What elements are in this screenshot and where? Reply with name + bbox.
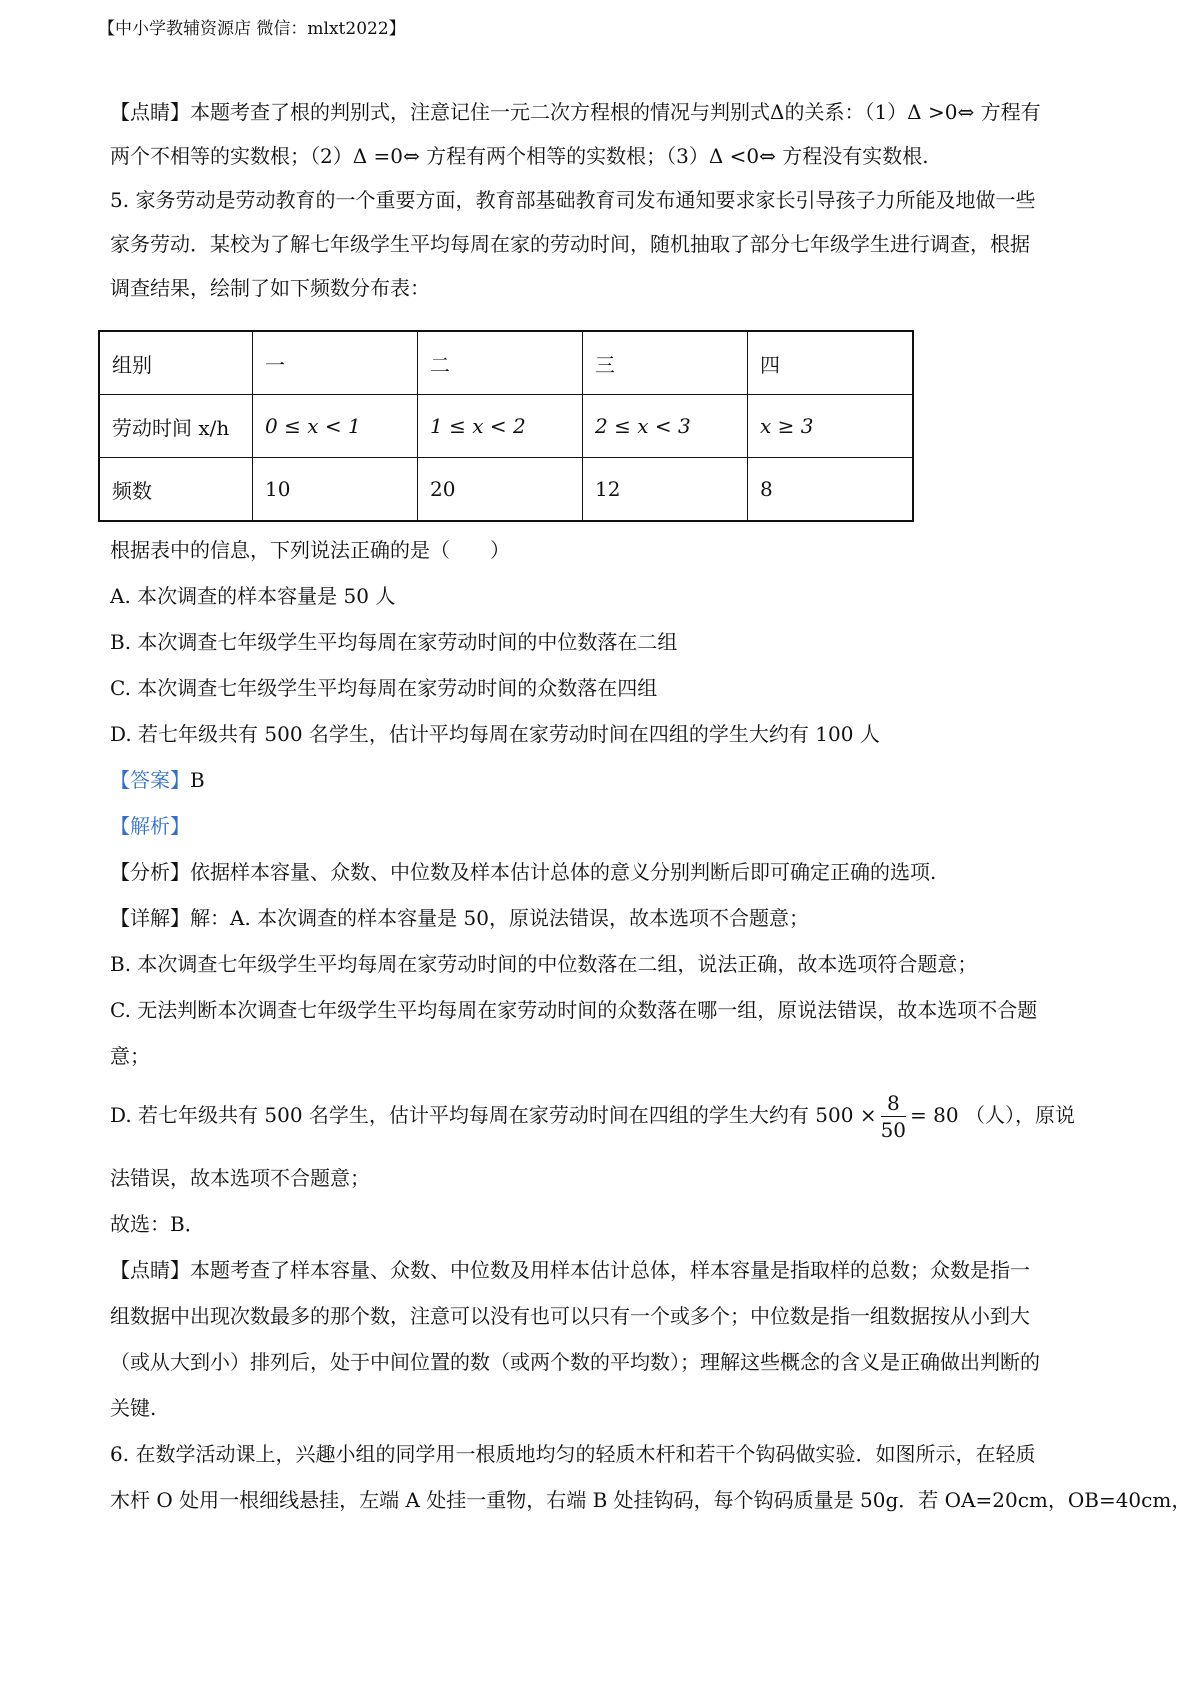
xiangjie-c-2: 意； (110, 1044, 150, 1068)
table-cell: 二 (418, 331, 583, 395)
table-cell: 20 (418, 458, 583, 522)
table-cell: 劳动时间 x/h (99, 395, 253, 458)
table-cell: 频数 (99, 458, 253, 522)
xiangjie-d-2: 法错误，故本选项不合题意； (110, 1166, 370, 1190)
xiangjie-b: B. 本次调查七年级学生平均每周在家劳动时间的中位数落在二组，说法正确，故本选项符合题意； (110, 952, 978, 976)
option-c: C. 本次调查七年级学生平均每周在家劳动时间的众数落在四组 (110, 676, 658, 700)
table-row (99, 395, 913, 458)
table-cell: 1 ≤ x < 2 (418, 395, 583, 458)
xiangjie-d-1: D. 若七年级共有 500 名学生，估计平均每周在家劳动时间在四组的学生大约有 500 × $\frac{8}{50}$ = 80 （人），原说 (110, 1091, 1075, 1142)
dianjing2-line-1: 【点睛】本题考查了样本容量、众数、中位数及用样本估计总体，样本容量是指取样的总数；众数是指一 (110, 1258, 1030, 1282)
table-row (99, 331, 913, 395)
dianjing-line-1: 【点睛】本题考查了根的判别式，注意记住一元二次方程根的情况与判别式Δ的关系：（1）Δ >0⇔ 方程有 (110, 100, 1041, 124)
fraction-numerator: 8 (881, 1090, 906, 1117)
table-cell: 三 (583, 331, 748, 395)
answer-tag: 【答案】 (110, 768, 190, 792)
option-b: B. 本次调查七年级学生平均每周在家劳动时间的中位数落在二组 (110, 630, 678, 654)
q5-question: 根据表中的信息，下列说法正确的是（ ） (110, 538, 510, 562)
page-header: 【中小学教辅资源店 微信：mlxt2022】 (98, 19, 406, 39)
table-cell: 一 (253, 331, 418, 395)
table-cell: 8 (748, 458, 914, 522)
table-cell: 12 (583, 458, 748, 522)
table-cell: 10 (253, 458, 418, 522)
dianjing2-line-3: （或从大到小）排列后，处于中间位置的数（或两个数的平均数）；理解这些概念的含义是正确做出判断的 (110, 1350, 1040, 1374)
option-a: A. 本次调查的样本容量是 50 人 (110, 584, 396, 608)
xiangjie-c-1: C. 无法判断本次调查七年级学生平均每周在家劳动时间的众数落在哪一组，原说法错误，故本选项不合题 (110, 998, 1038, 1022)
q5-line-2: 家务劳动．某校为了解七年级学生平均每周在家的劳动时间，随机抽取了部分七年级学生进行调查，根据 (110, 232, 1030, 256)
analysis-tag: 【解析】 (110, 814, 190, 838)
dianjing2-line-2: 组数据中出现次数最多的那个数，注意可以没有也可以只有一个或多个；中位数是指一组数据按从小到大 (110, 1304, 1030, 1328)
q5-line-1: 5. 家务劳动是劳动教育的一个重要方面，教育部基础教育司发布通知要求家长引导孩子力所能及地做一些 (110, 188, 1036, 212)
table-cell: 0 ≤ x < 1 (253, 395, 418, 458)
table-cell: x ≥ 3 (748, 395, 914, 458)
answer-value: B (190, 768, 205, 792)
xiangjie-a: 【详解】解：A. 本次调查的样本容量是 50，原说法错误，故本选项不合题意； (110, 906, 809, 930)
table-row (99, 458, 913, 522)
guxuan: 故选：B． (110, 1212, 205, 1236)
dianjing2-line-4: 关键. (110, 1396, 157, 1420)
dianjing-line-2: 两个不相等的实数根；（2）Δ =0⇔ 方程有两个相等的实数根；（3）Δ <0⇔ 方程没有实数根. (110, 144, 929, 168)
fraction-denominator: 50 (880, 1118, 907, 1142)
fenxi-line: 【分析】依据样本容量、众数、中位数及样本估计总体的意义分别判断后即可确定正确的选项. (110, 860, 937, 884)
q5-line-3: 调查结果，绘制了如下频数分布表： (110, 276, 430, 300)
table-cell: 2 ≤ x < 3 (583, 395, 748, 458)
frequency-table (98, 330, 914, 522)
q6-line-1: 6. 在数学活动课上，兴趣小组的同学用一根质地均匀的轻质木杆和若干个钩码做实验．如图所示，在轻质 (110, 1442, 1036, 1466)
table-cell: 四 (748, 331, 914, 395)
q6-line-2: 木杆 O 处用一根细线悬挂，左端 A 处挂一重物，右端 B 处挂钩码，每个钩码质量是 50g．若 OA=20cm，OB=40cm， (110, 1488, 1192, 1512)
table-cell: 组别 (99, 331, 253, 395)
dianjing-tag: 【点睛】 (110, 100, 190, 124)
fraction (881, 1090, 906, 1143)
option-d: D. 若七年级共有 500 名学生，估计平均每周在家劳动时间在四组的学生大约有 100 人 (110, 722, 880, 746)
answer-line (110, 764, 205, 793)
